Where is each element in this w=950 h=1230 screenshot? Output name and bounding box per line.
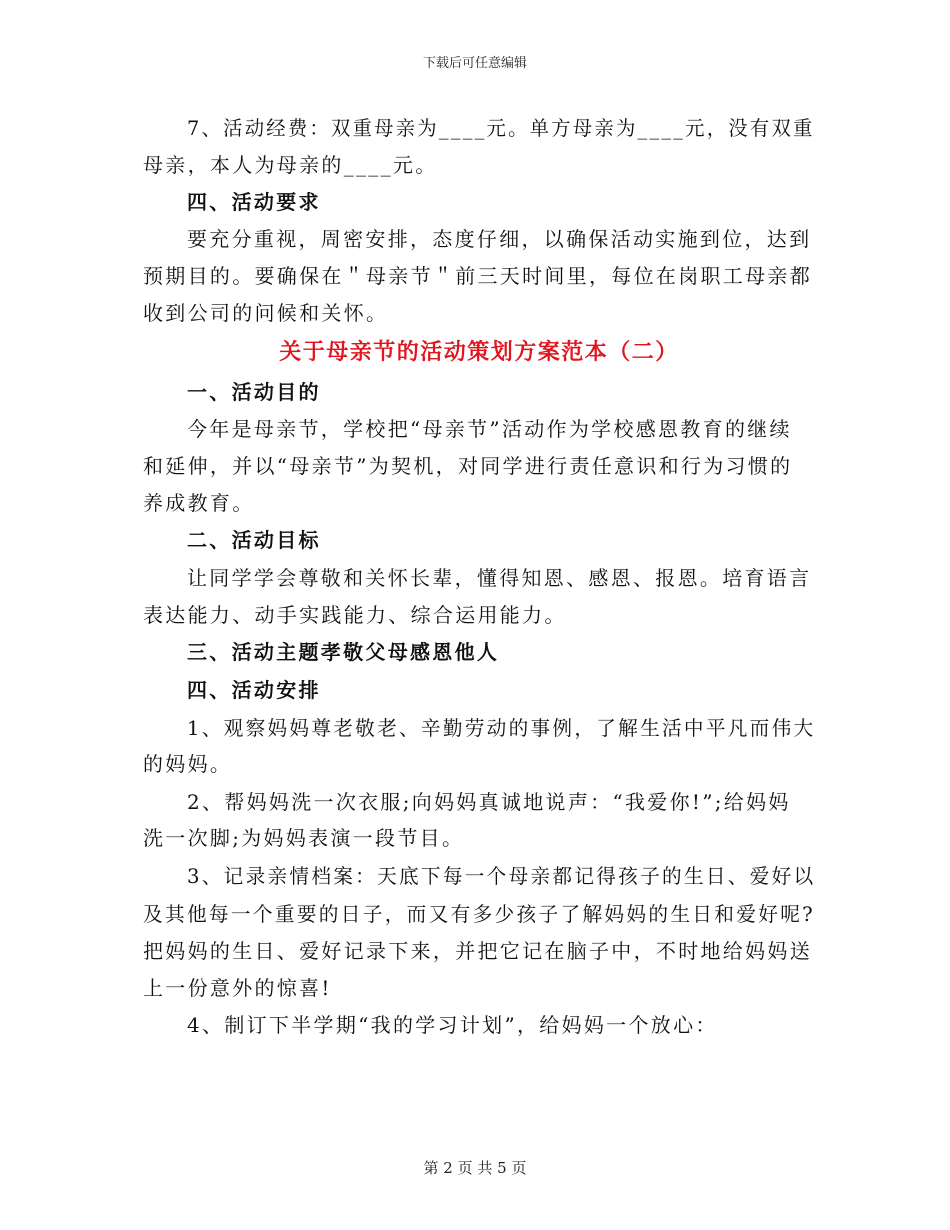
paragraph-line: 预期目的。要确保在＂母亲节＂前三天时间里，每位在岗职工母亲都 <box>143 264 812 288</box>
paragraph-line: 表达能力、动手实践能力、综合运用能力。 <box>143 603 567 627</box>
paragraph-line: 2、帮妈妈洗一次衣服;向妈妈真诚地说声：“我爱你!”;给妈妈 <box>187 790 791 814</box>
paragraph-line: 把妈妈的生日、爱好记录下来，并把它记在脑子中，不时地给妈妈送 <box>143 939 812 963</box>
paragraph-line: 和延伸，并以“母亲节”为契机，对同学进行责任意识和行为习惯的 <box>143 454 793 478</box>
paragraph-line: 收到公司的问候和关怀。 <box>143 301 389 325</box>
paragraph-line: 母亲，本人为母亲的____元。 <box>143 153 438 177</box>
section-heading: 四、活动要求 <box>187 190 321 214</box>
section-heading: 一、活动目的 <box>187 380 321 404</box>
paragraph-line: 养成教育。 <box>143 491 255 515</box>
paragraph-line: 上一份意外的惊喜! <box>143 976 332 1000</box>
paragraph-line: 1、观察妈妈尊老敬老、辛勤劳动的事例，了解生活中平凡而伟大 <box>187 716 816 740</box>
paragraph-line: 要充分重视，周密安排，态度仔细，以确保活动实施到位，达到 <box>187 227 812 251</box>
paragraph-line: 3、记录亲情档案：天底下每一个母亲都记得孩子的生日、爱好以 <box>187 864 816 888</box>
document-title: 关于母亲节的活动策划方案范本（二） <box>279 339 679 365</box>
paragraph-line: 的妈妈。 <box>143 752 233 776</box>
paragraph-line: 4、制订下半学期“我的学习计划”，给妈妈一个放心： <box>187 1013 718 1037</box>
section-heading: 二、活动目标 <box>187 528 321 552</box>
section-heading: 三、活动主题孝敬父母感恩他人 <box>187 640 500 664</box>
paragraph-line: 及其他每一个重要的日子，而又有多少孩子了解妈妈的生日和爱好呢? <box>143 902 816 926</box>
paragraph-line: 洗一次脚;为妈妈表演一段节目。 <box>143 826 465 850</box>
page-footer: 第 2 页 共 5 页 <box>423 1159 527 1177</box>
paragraph-line: 7、活动经费：双重母亲为____元。单方母亲为____元，没有双重 <box>187 116 815 140</box>
paragraph-line: 让同学学会尊敬和关怀长辈，懂得知恩、感恩、报恩。培育语言 <box>187 566 812 590</box>
page-header: 下载后可任意编辑 <box>422 56 527 71</box>
section-heading: 四、活动安排 <box>187 678 321 702</box>
paragraph-line: 今年是母亲节，学校把“母亲节”活动作为学校感恩教育的继续 <box>187 417 792 441</box>
